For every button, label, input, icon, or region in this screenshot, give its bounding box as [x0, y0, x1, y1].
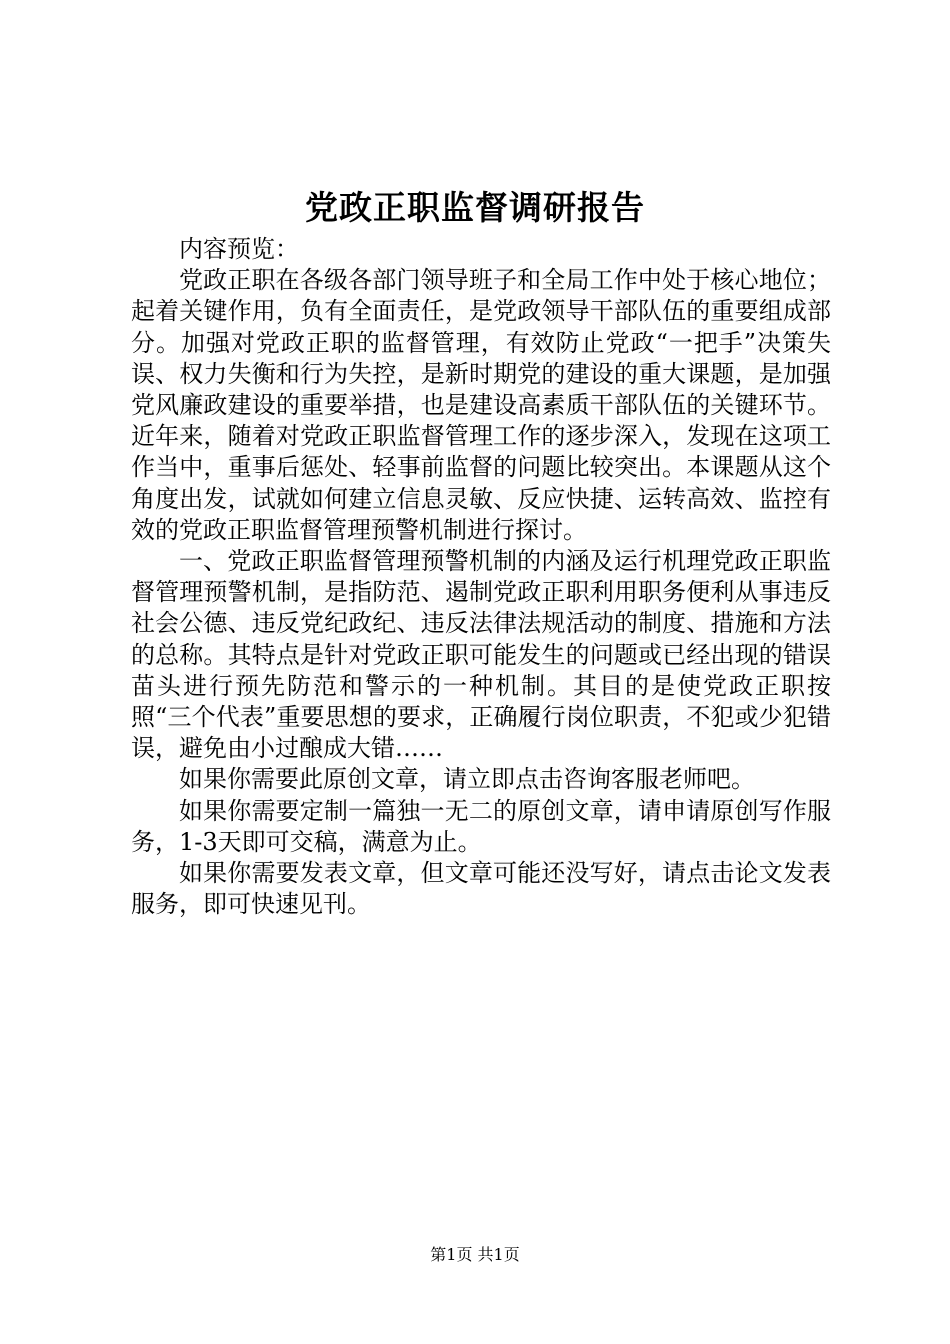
paragraph-custom-writing: 如果你需要定制一篇独一无二的原创文章，请申请原创写作服务，1-3天即可交稿，满意为止。 — [131, 796, 831, 856]
paragraph-section-one: 一、党政正职监督管理预警机制的内涵及运行机理党政正职监督管理预警机制，是指防范、遏制党政正职利用职务便利从事违反社会公德、违反党纪政纪、违反法律法规活动的制度、措施和方法的总称。其特点是针对党政正职可能发生的问题或已经出现的错误苗头进行预先防范和警示的一种机制。其目的是使党政正职按照“三个代表”重要思想的要求，正确履行岗位职责，不犯或少犯错误，避免由小过酿成大错…… — [131, 547, 831, 763]
document-title: 党政正职监督调研报告 — [305, 188, 645, 227]
paragraph-intro: 党政正职在各级各部门领导班子和全局工作中处于核心地位；起着关键作用，负有全面责任，是党政领导干部队伍的重要组成部分。加强对党政正职的监督管理，有效防止党政“一把手”决策失误、权力失衡和行为失控，是新时期党的建设的重大课题，是加强党风廉政建设的重要举措，也是建设高素质干部队伍的关键环节。近年来，随着对党政正职监督管理工作的逐步深入，发现在这项工作当中，重事后惩处、轻事前监督的问题比较突出。本课题从这个角度出发，试就如何建立信息灵敏、反应快捷、运转高效、监控有效的党政正职监督管理预警机制进行探讨。 — [131, 266, 831, 544]
paragraph-consult-service: 如果你需要此原创文章，请立即点击咨询客服老师吧。 — [179, 765, 755, 794]
page-number-footer: 第1页 共1页 — [430, 1245, 520, 1264]
paragraph-preview-label: 内容预览： — [179, 235, 299, 263]
paragraph-publish-service: 如果你需要发表文章，但文章可能还没写好，请点击论文发表服务，即可快速见刊。 — [131, 859, 831, 919]
document-body — [131, 234, 831, 920]
